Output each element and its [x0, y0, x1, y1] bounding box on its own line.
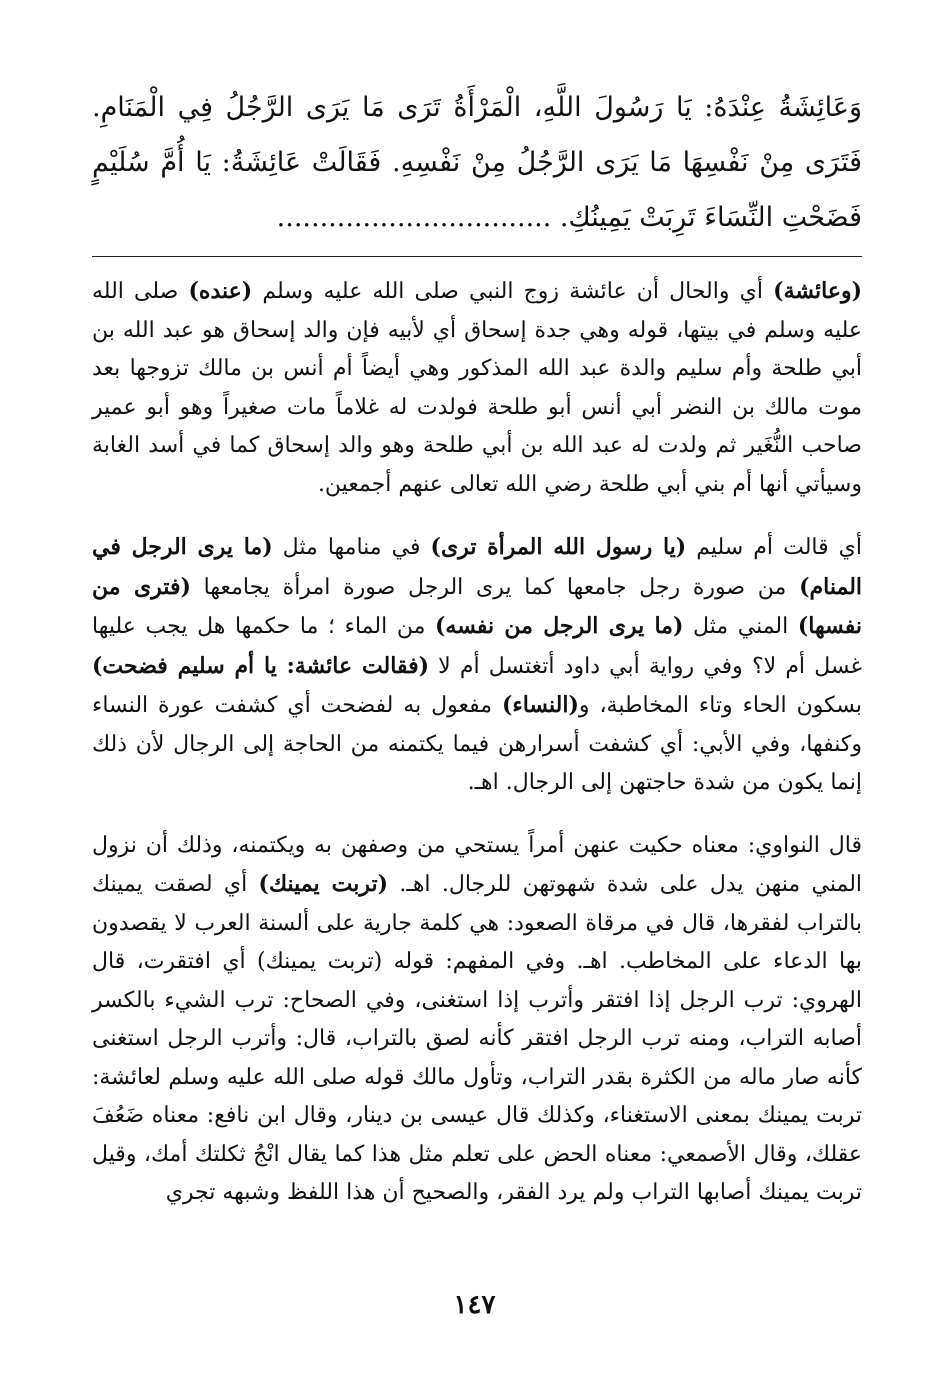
quoted-term: (ما يرى الرجل في المنام) — [92, 534, 863, 600]
hadith-block — [92, 80, 862, 245]
quoted-term: (فترى من نفسها) — [92, 573, 863, 639]
commentary-text: قال النواوي: معناه حكيت عنهن أمراً يستحي من وصفهن به ويكتمنه، وذلك أن نزول المني منهن يدل على شدة شهوتهن للرجال. اهـ. — [92, 832, 863, 897]
quoted-term: (يا رسول الله المرأة ترى) — [430, 534, 687, 560]
commentary-text: بسكون الحاء وتاء المخاطبة، و — [578, 693, 862, 718]
commentary-text: أي والحال أن عائشة زوج النبي صلى الله عليه وسلم — [252, 279, 774, 304]
commentary-text: من الماء ؛ ما حكمها هل يجب عليها غسل أم لا؟ وفي رواية أبي داود أتغتسل أم لا — [92, 614, 862, 679]
commentary — [92, 272, 862, 1213]
commentary-text: من صورة رجل جامعها كما يرى الرجل صورة امرأة يجامعها — [190, 574, 800, 600]
commentary-text: مفعول به لفضحت أي كشفت عورة النساء وكنفها، وفي الأبي: أي كشفت أسرارهن فيما يكتمنه من الحاجة إلى الرجال لأن ذلك إنما يكون من شدة حاجتهن إلى الرجال. اهـ. — [92, 693, 862, 795]
quoted-term: (ما يرى الرجل من نفسه) — [435, 613, 684, 639]
commentary-text: في منامها مثل — [272, 535, 431, 560]
commentary-text: المني مثل — [683, 614, 798, 639]
quoted-term: (عنده) — [188, 278, 253, 304]
quoted-term: (تربت يمينك) — [258, 871, 389, 897]
hadith-text: وَعَائِشَةُ عِنْدَهُ: يَا رَسُولَ اللَّهِ، الْمَرْأَةُ تَرَى مَا يَرَى الرَّجُلُ فِي الْمَنَامِ. فَتَرَى مِنْ نَفْسِهَا مَا يَرَى الرَّجُلُ مِنْ نَفْسِهِ. فَقَالَتْ عَائِشَةُ: يَا أُمَّ سُلَيْمٍ فَضَحْتِ النِّسَاءَ تَرِبَتْ يَمِينُكِ. — [92, 92, 862, 233]
hadith-dots: ................................ — [276, 202, 552, 233]
quoted-term: (فقالت عائشة: يا أم سليم فضحت) — [92, 652, 430, 679]
quoted-term: (النساء) — [501, 692, 579, 718]
commentary-text: صلى الله عليه وسلم في بيتها، قوله وهي جدة إسحاق أي لأبيه فإن والد إسحاق هو عبد الله بن أبي طلحة وأم سليم والدة عبد الله المذكور وهي أيضاً أم أنس بن مالك تزوجها بعد موت مالك بن النضر أبي أنس أبو طلحة فولدت له غلاماً مات صغيراً وهو أبو عمير صاحب النُّغَير ثم ولدت له عبد الله بن أبي طلحة وهو والد إسحاق كما في أسد الغابة وسيأتي أنها أم بني أبي طلحة رضي الله تعالى عنهم أجمعين. — [92, 279, 862, 497]
footnote-divider — [92, 256, 862, 257]
quoted-term: (وعائشة) — [773, 278, 862, 304]
commentary-paragraph-2 — [92, 528, 862, 803]
page-number: ١٤٧ — [453, 1290, 496, 1320]
commentary-paragraph-1 — [92, 272, 862, 504]
commentary-paragraph-3 — [92, 827, 862, 1213]
commentary-text: أي لصقت يمينك بالتراب لفقرها، قال في مرقاة الصعود: هي كلمة جارية على ألسنة العرب لا يقصدون بها الدعاء على المخاطب. اهـ. وفي المفهم: قوله (تربت يمينك) أي افتقرت، قال الهروي: ترب الرجل إذا افتقر وأترب إذا استغنى، وفي الصحاح: ترب الشيء بالكسر أصابه التراب، ومنه ترب الرجل افتقر كأنه لصق بالتراب، قال: وأترب الرجل استغنى كأنه صار ماله من الكثرة بقدر التراب، وتأول مالك قوله صلى الله عليه وسلم لعائشة: تربت يمينك بمعنى الاستغناء، وكذلك قال عيسى بن دينار، وقال ابن نافع: معناه ضَعُفَ عقلك، وقال الأصمعي: معناه الحض على تعلم مثل هذا كما يقال انْجُ ثكلتك أمك، وقيل تربت يمينك أصابها التراب ولم يرد الفقر، والصحيح أن هذا اللفظ وشبهه تجري — [92, 872, 862, 1205]
commentary-text: أي قالت أم سليم — [686, 535, 863, 560]
